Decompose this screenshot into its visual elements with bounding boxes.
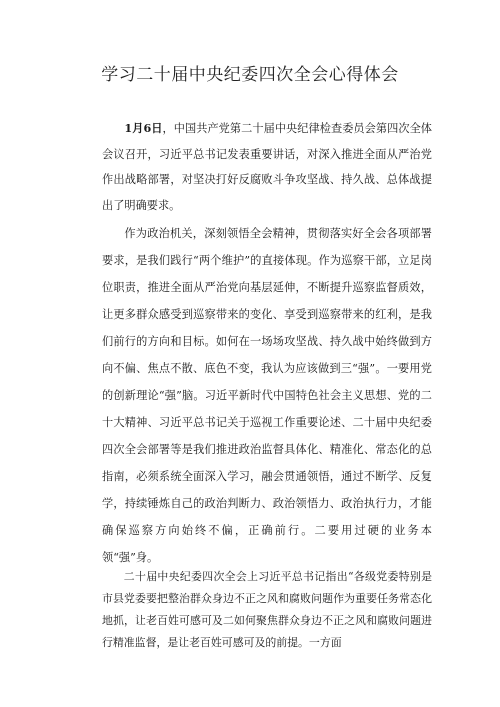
paragraph-2: 作为政治机关，深刻领悟全会精神，贯彻落实好全会各项部署要求，是我们践行“两个维护”的直接体现。作为巡察干部，立足岗位职责，推进全面从严治党向基层延伸，不断提升巡察监督质效，让更多群众感受到巡察带来的变化、享受到巡察带来的红利，是我们前行的方向和目标。如何在一场场攻坚战、持久战中始终做到方向不偏、焦点不散、底色不变，我认为应该做到三“强”。一要用党的创新理论“强”脑。习近平新时代中国特色社会主义思想、党的二十大精神、习近平总书记关于巡视工作重要论述、二十届中央纪委四次全会部署等是我们推进政治监督具体化、精准化、常态化的总指南，必须系统全面深入学习，融会贯通领悟，通过不断学、反复学，持续锤炼自己的政治判断力、政治领悟力、政治执行力，才能确保巡察方向始终不偏，正确前行。二要用过硬的业务本领“强”身。 xyxy=(102,227,432,564)
paragraph-1 xyxy=(102,116,432,218)
paragraph-1-date: 1月6日 xyxy=(124,121,163,135)
document-title: 学习二十届中央纪委四次全会心得体会 xyxy=(101,65,399,85)
paragraph-3: 二十届中央纪委四次全会上习近平总书记指出“各级党委特别是市县党委要把整治群众身边不正之风和腐败问题作为重要任务常态化地抓，让老百姓可感可及二如何聚焦群众身边不正之风和腐败问题进行精准监督，是让老百姓可感可及的前提。一方面 xyxy=(102,570,432,649)
paragraph-1-text: ，中国共产党第二十届中央纪律检查委员会第四次全体会议召开，习近平总书记发表重要讲话，对深入推进全面从严治党作出战略部署，对坚决打好反腐败斗争攻坚战、持久战、总体战提出了明确要求。 xyxy=(102,122,432,212)
